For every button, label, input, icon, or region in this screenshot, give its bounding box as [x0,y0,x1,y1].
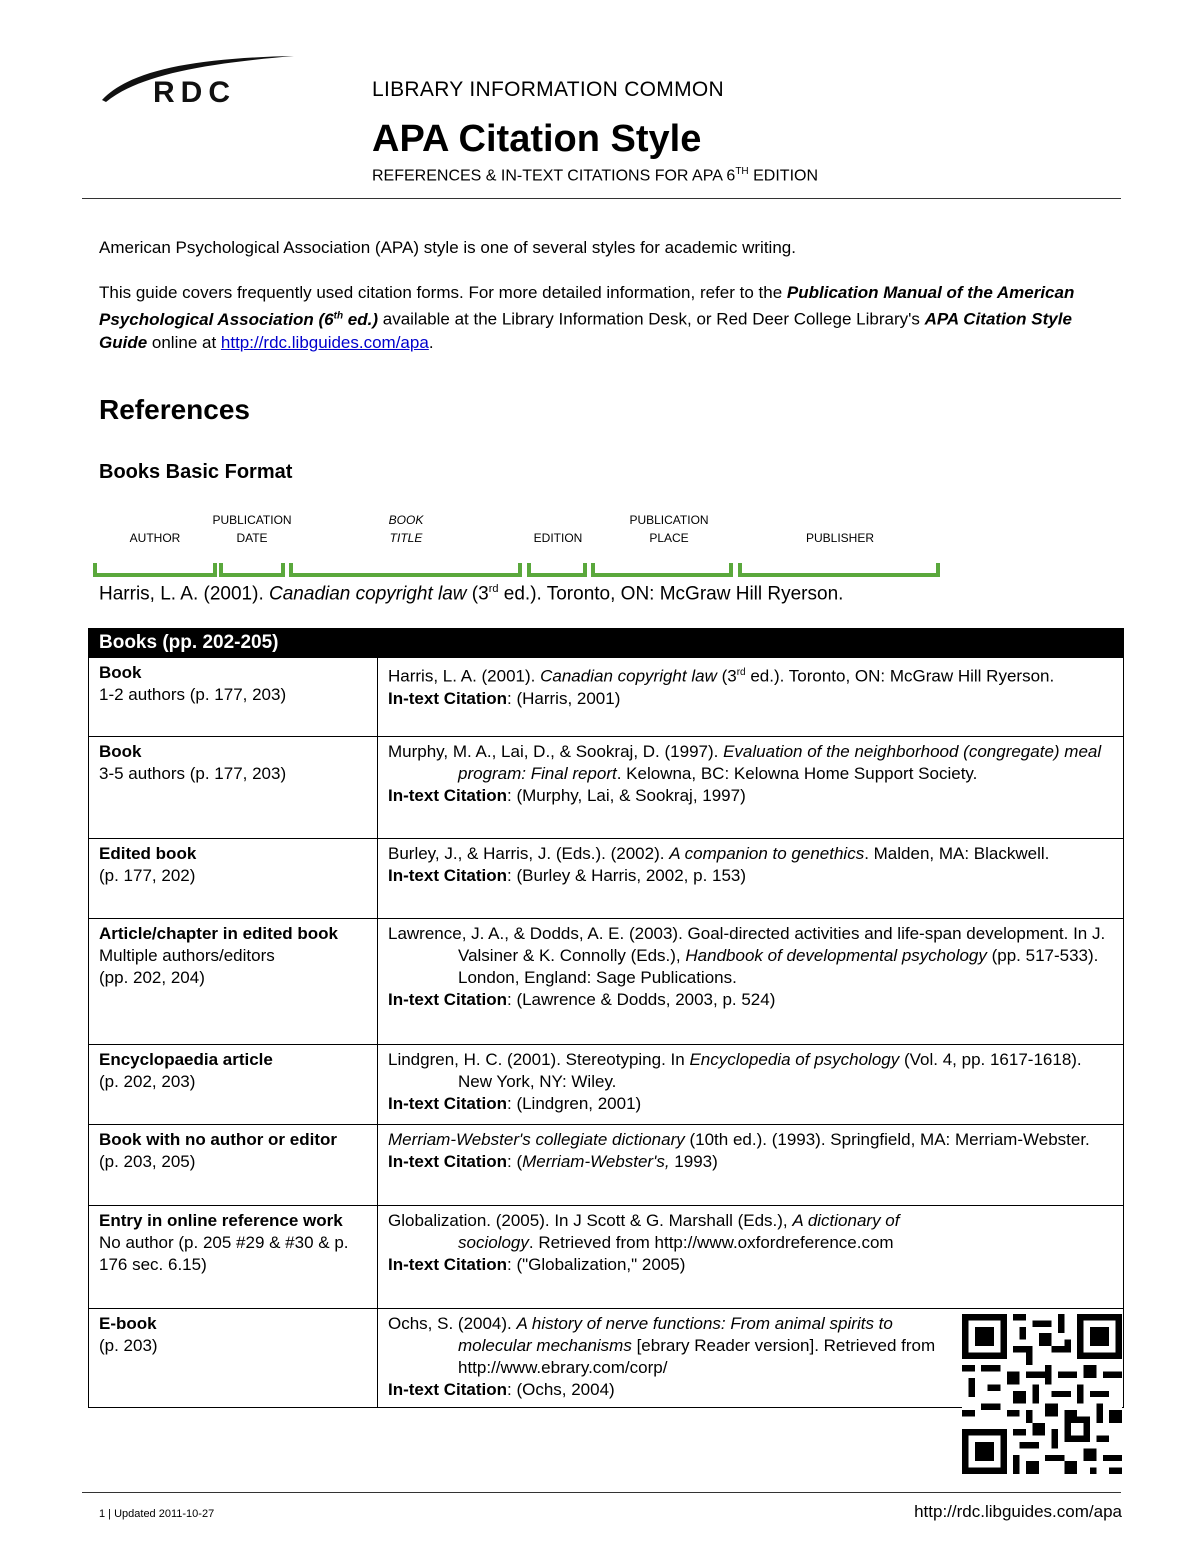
rdc-logo [98,52,298,107]
bracket-publisher [738,563,940,577]
intro-paragraph-2: This guide covers frequently used citation forms. For more detailed information, refer to the Publication Manual of the American Psychological Association (6th ed.) available at the Library Information Desk, or Red Deer College Library's APA Citation Style Guide online at http://rdc.libguides.com/apa. [99,283,1075,352]
header-divider [82,198,1121,199]
table-row: Entry in online reference work No author (p. 205 #29 & #30 & p. 176 sec. 6.15) Globalization. (2005). In J Scott & G. Marshall (Eds.), A dictionary of sociology. Retrieved from http://www.oxfordreference.com In-text Citation: ("Globalization," 2005) [89,1206,1124,1309]
bracket-place [591,563,733,577]
table-header: Books (pp. 202-205) [89,629,1124,658]
label-publication-date: PUBLICATION DATE [212,513,292,545]
library-title: LIBRARY INFORMATION COMMON [372,78,724,101]
footer-page-info: 1 | Updated 2011-10-27 [99,1508,215,1520]
page-subtitle: REFERENCES & IN-TEXT CITATIONS FOR APA 6TH EDITION [372,166,819,185]
table-row: Article/chapter in edited book Multiple authors/editors (pp. 202, 204) Lawrence, J. A., & Dodds, A. E. (2003). Goal-directed activities and life-span development. In J. Valsiner & K. Connolly (Eds.), Handbook of developmental psychology (pp. 517-533). London, England: Sage Publications. In-text Citation: (Lawrence & Dodds, 2003, p. 524) [89,919,1124,1045]
label-author: AUTHOR [129,531,181,545]
table-row: Encyclopaedia article (p. 202, 203) Lindgren, H. C. (2001). Stereotyping. In Encyclopedia of psychology (Vol. 4, pp. 1617-1618). New York, NY: Wiley. In-text Citation: (Lindgren, 2001) [89,1045,1124,1125]
page-title: APA Citation Style [372,118,702,160]
table-row: Edited book (p. 177, 202) Burley, J., & Harris, J. (Eds.). (2002). A companion to genethics. Malden, MA: Blackwell. In-text Citation: (Burley & Harris, 2002, p. 153) [89,839,1124,919]
bracket-date [219,563,285,577]
books-basic-format-heading: Books Basic Format [99,461,293,483]
example-citation: Harris, L. A. (2001). Canadian copyright law (3rd ed.). Toronto, ON: McGraw Hill Ryerson. [99,583,844,605]
bracket-author [93,563,217,577]
label-book-title: BOOK TITLE [388,513,424,545]
bracket-edition [527,563,587,577]
table-row: Book with no author or editor (p. 203, 205) Merriam-Webster's collegiate dictionary (10th ed.). (1993). Springfield, MA: Merriam-Webster. In-text Citation: (Merriam-Webster's, 1993) [89,1125,1124,1206]
table-row: Book 3-5 authors (p. 177, 203) Murphy, M. A., Lai, D., & Sookraj, D. (1997). Evaluation of the neighborhood (congregate) meal program: Final report. Kelowna, BC: Kelowna Home Support Society. In-text Citation: (Murphy, Lai, & Sookraj, 1997) [89,737,1124,839]
logo-text: RDC [153,76,236,107]
libguide-link[interactable]: http://rdc.libguides.com/apa [220,332,429,352]
intro-paragraph-1: American Psychological Association (APA) style is one of several styles for academic writing. [99,238,796,257]
footer-url[interactable]: http://rdc.libguides.com/apa [914,1502,1122,1521]
label-publisher: PUBLISHER [805,531,875,545]
books-citation-table [88,628,1124,1408]
footer-divider [82,1492,1121,1493]
label-edition: EDITION [533,531,583,545]
references-heading: References [99,394,250,425]
qr-code [962,1314,1122,1474]
bracket-title [289,563,522,577]
label-publication-place: PUBLICATION PLACE [629,513,709,545]
table-row: E-book (p. 203) Ochs, S. (2004). A history of nerve functions: From animal spirits to molecular mechanisms [ebrary Reader version]. Retrieved from http://www.ebrary.com/corp/ In-text Citation: (Ochs, 2004) [89,1309,1124,1408]
table-row: Book 1-2 authors (p. 177, 203) Harris, L. A. (2001). Canadian copyright law (3rd ed.). Toronto, ON: McGraw Hill Ryerson. In-text Citation: (Harris, 2001) [89,658,1124,737]
